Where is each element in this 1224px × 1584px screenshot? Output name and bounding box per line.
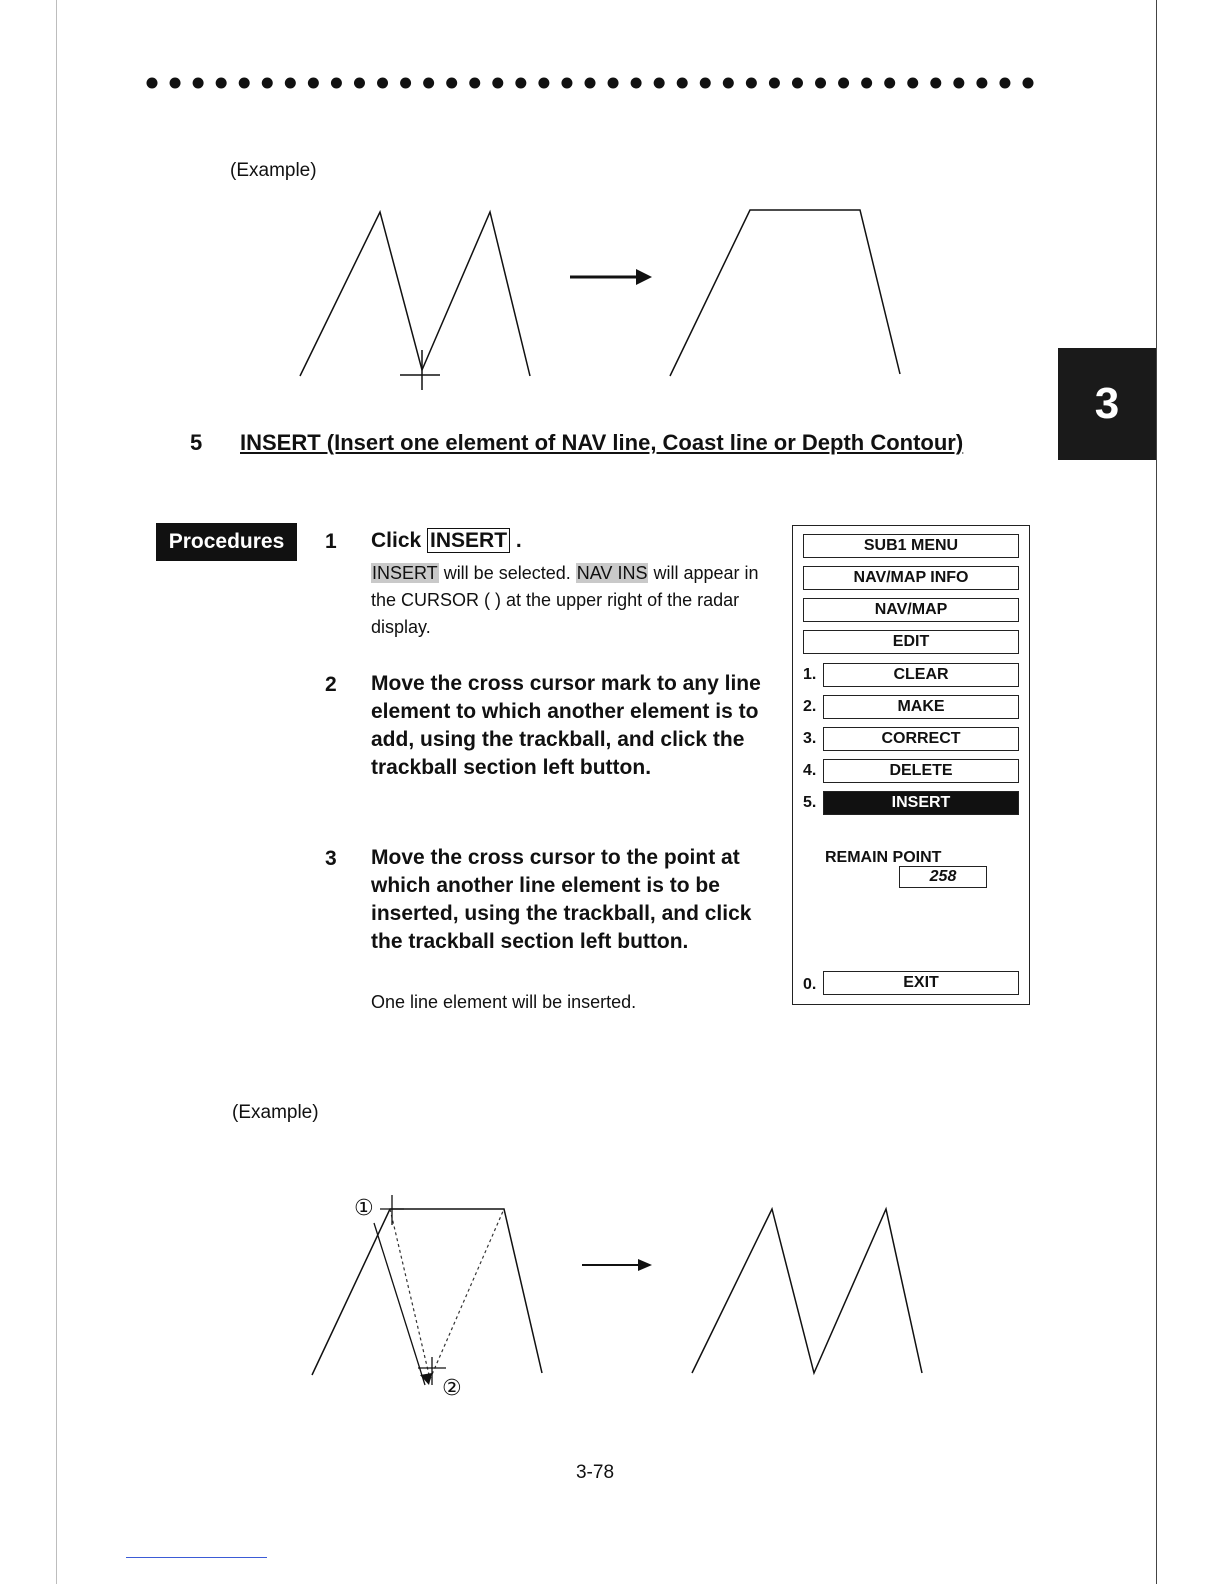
make-button[interactable]: MAKE	[823, 695, 1019, 719]
header-dot	[999, 78, 1010, 89]
section-heading	[190, 430, 963, 456]
chapter-tab: 3	[1058, 348, 1156, 460]
header-dot	[723, 78, 734, 89]
delete-button[interactable]: DELETE	[823, 759, 1019, 783]
header-dot	[1023, 78, 1034, 89]
exit-button[interactable]: EXIT	[823, 971, 1019, 995]
step-2-number: 2	[325, 673, 337, 696]
dotted-header-rule	[140, 70, 1040, 96]
cursor-path-line	[374, 1223, 425, 1385]
header-dot	[769, 78, 780, 89]
header-dot	[423, 78, 434, 89]
example-figure-top	[290, 200, 920, 400]
cross-cursor-mark	[400, 350, 440, 390]
nav-ins-indicator: NAV INS	[576, 563, 648, 583]
arrowhead-icon	[420, 1373, 432, 1385]
header-dot	[861, 78, 872, 89]
step-2-title: Move the cross cursor mark to any line element to which another element is to add, using the trackball, and click the trackball section left button.	[371, 672, 761, 779]
inserted-line-dashed	[390, 1209, 504, 1379]
menu-num-3: 3.	[803, 730, 817, 747]
header-dot	[354, 78, 365, 89]
header-dot	[585, 78, 596, 89]
zigzag-line-before	[300, 212, 530, 376]
correct-button[interactable]: CORRECT	[823, 727, 1019, 751]
step-1-title-prefix: Click	[371, 529, 428, 552]
menu-num-4: 4.	[803, 762, 817, 779]
header-dot	[262, 78, 273, 89]
header-dot	[976, 78, 987, 89]
header-dot	[538, 78, 549, 89]
header-dot	[469, 78, 480, 89]
section-title: INSERT (Insert one element of NAV line, Coast line or Depth Contour)	[240, 430, 964, 455]
insert-key-label: INSERT	[427, 528, 510, 553]
cross-cursor-top	[380, 1195, 404, 1225]
header-dot	[930, 78, 941, 89]
left-page-edge	[56, 0, 57, 1584]
step-1-body-part1: will be selected.	[438, 563, 576, 583]
step-1-title-suffix: .	[510, 529, 522, 552]
menu-num-5: 5.	[803, 794, 817, 811]
marker-1: ①	[354, 1196, 374, 1221]
procedures-badge: Procedures	[156, 523, 297, 561]
step-1-body-part2: will appear in the CURSOR ( ) at the upper right of the radar display.	[371, 563, 759, 637]
insert-key-shaded: INSERT	[372, 563, 438, 583]
header-dot	[308, 78, 319, 89]
header-dot	[193, 78, 204, 89]
header-dot	[792, 78, 803, 89]
header-dot	[631, 78, 642, 89]
sub1-menu-panel	[792, 525, 1030, 1005]
header-dot	[446, 78, 457, 89]
edit-button[interactable]: EDIT	[803, 630, 1019, 654]
header-dot	[400, 78, 411, 89]
clear-button[interactable]: CLEAR	[823, 663, 1019, 687]
header-dot	[285, 78, 296, 89]
marker-2: ②	[442, 1376, 462, 1401]
header-dot	[561, 78, 572, 89]
header-dot	[170, 78, 181, 89]
remain-point-label: REMAIN POINT	[825, 849, 942, 866]
header-dot	[838, 78, 849, 89]
header-dot	[815, 78, 826, 89]
menu-num-0: 0.	[803, 976, 817, 993]
footnote-rule	[126, 1557, 267, 1558]
insert-button[interactable]: INSERT	[823, 791, 1019, 815]
header-dot	[492, 78, 503, 89]
step-1-number: 1	[325, 530, 337, 553]
example-figure-bottom	[300, 1185, 940, 1415]
step-3-title: Move the cross cursor to the point at which another line element is to be inserted, using the trackball, and click the trackball section left button.	[371, 846, 752, 953]
sub1-menu-button[interactable]: SUB1 MENU	[803, 534, 1019, 558]
header-dot	[677, 78, 688, 89]
right-page-edge	[1156, 0, 1157, 1584]
menu-num-2: 2.	[803, 698, 817, 715]
header-dot	[515, 78, 526, 89]
header-dot	[331, 78, 342, 89]
page-number: 3-78	[575, 1462, 615, 1483]
menu-num-1: 1.	[803, 666, 817, 683]
step-1-body	[371, 560, 766, 641]
header-dot	[907, 78, 918, 89]
right-arrow-icon	[570, 269, 652, 285]
header-dot	[608, 78, 619, 89]
nav-map-info-button[interactable]: NAV/MAP INFO	[803, 566, 1019, 590]
step-3-body: One line element will be inserted.	[371, 992, 637, 1012]
header-dot	[953, 78, 964, 89]
trapezoid-line-before	[312, 1209, 542, 1375]
header-dot	[746, 78, 757, 89]
header-dot	[884, 78, 895, 89]
example-label-bottom: (Example)	[232, 1102, 319, 1123]
header-dot	[654, 78, 665, 89]
step-1-title	[371, 527, 771, 555]
header-dot	[147, 78, 158, 89]
right-arrow-icon-bottom	[582, 1259, 652, 1271]
header-dot	[700, 78, 711, 89]
section-number: 5	[190, 430, 203, 455]
header-dot	[216, 78, 227, 89]
nav-map-button[interactable]: NAV/MAP	[803, 598, 1019, 622]
step-3-number: 3	[325, 847, 337, 870]
zigzag-line-after	[692, 1209, 922, 1373]
header-dot	[377, 78, 388, 89]
trapezoid-line-after	[670, 210, 900, 376]
header-dot	[239, 78, 250, 89]
remain-point-value: 258	[899, 866, 987, 888]
example-label-top: (Example)	[230, 160, 317, 181]
